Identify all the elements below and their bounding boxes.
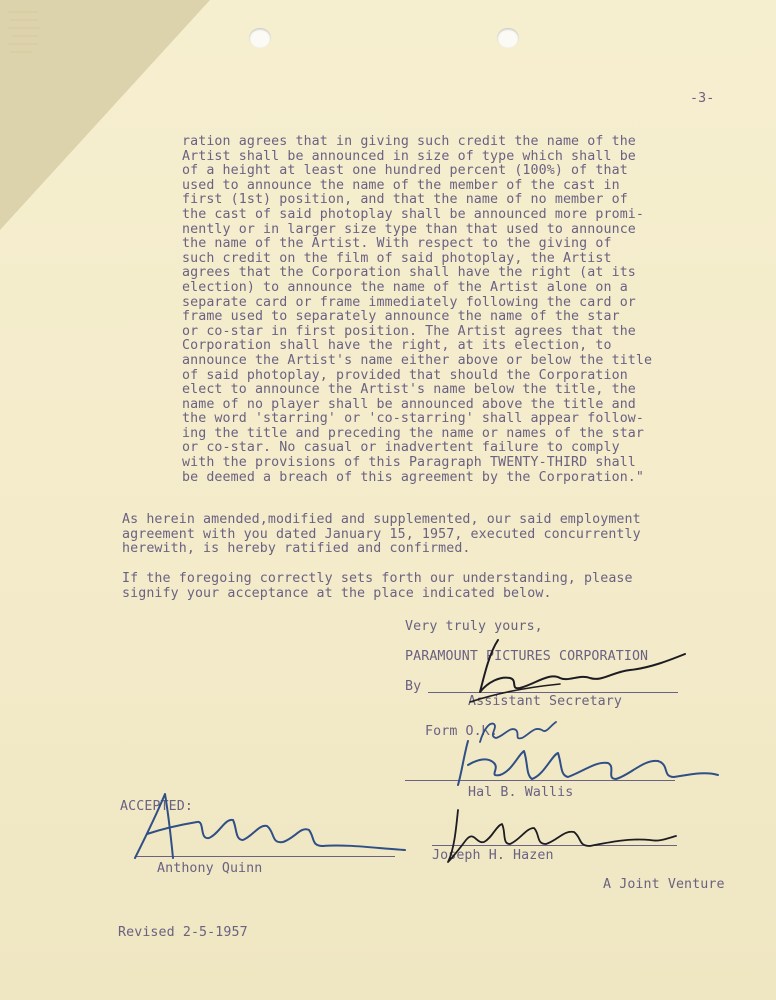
punch-hole-right	[497, 28, 519, 48]
body-line: name of no player shall be announced above the title and	[182, 396, 636, 412]
faint-marks	[4, 6, 44, 86]
body-line: Corporation shall have the right, at its election, to	[182, 338, 612, 354]
body-line: of a height at least one hundred percent (100%) of that	[182, 163, 628, 179]
signature-secretary	[440, 632, 700, 722]
paragraph-closing	[122, 572, 633, 601]
body-line: Artist shall be announced in size of type which shall be	[182, 148, 636, 164]
revised-date: Revised 2-5-1957	[118, 925, 248, 940]
body-line: election) to announce the name of the Artist alone on a	[182, 279, 628, 295]
amendment-line: herewith, is hereby ratified and confirmed.	[122, 541, 471, 557]
joint-venture: A Joint Venture	[603, 877, 725, 892]
body-line: or co-star in first position. The Artist agrees that the	[182, 323, 636, 339]
body-line: ing the title and preceding the name or names of the star	[182, 425, 645, 441]
quinn-name: Anthony Quinn	[157, 861, 263, 876]
body-line: used to announce the name of the member of the cast in	[182, 177, 620, 193]
by-label: By	[405, 679, 422, 694]
body-line: announce the Artist's name either above or below the title	[182, 352, 653, 368]
punch-hole-left	[249, 28, 271, 48]
body-line: frame used to separately announce the name of the star	[182, 309, 620, 325]
body-line: the name of the Artist. With respect to the giving of	[182, 236, 612, 252]
body-line: agrees that the Corporation shall have the right (at its	[182, 265, 636, 281]
body-line: the word 'starring' or 'co-starring' shall appear follow-	[182, 411, 645, 427]
body-line: nently or in larger size type than that used to announce	[182, 221, 636, 237]
by-title: Assistant Secretary	[468, 694, 623, 709]
body-line: first (1st) position, and that the name of no member of	[182, 192, 628, 208]
body-line: be deemed a breach of this agreement by the Corporation."	[182, 469, 645, 485]
body-line: the cast of said photoplay shall be announced more promi-	[182, 206, 645, 222]
closing-line: If the foregoing correctly sets forth our understanding, please	[122, 571, 633, 586]
signature-wallis	[448, 735, 728, 795]
amendment-line: agreement with you dated January 15, 1957, executed concurrently	[122, 526, 641, 542]
hazen-name: Joseph H. Hazen	[432, 848, 554, 863]
accepted-label: ACCEPTED:	[120, 799, 193, 814]
company-name: PARAMOUNT PICTURES CORPORATION	[405, 649, 649, 664]
corner-faint-text	[4, 6, 44, 90]
paragraph-amendment	[122, 513, 641, 557]
valediction: Very truly yours,	[405, 619, 543, 634]
page-number: -3-	[690, 91, 715, 106]
body-line: separate card or frame immediately following the card or	[182, 294, 636, 310]
body-line: with the provisions of this Paragraph TWENTY-THIRD shall	[182, 455, 636, 471]
amendment-line: As herein amended,modified and supplemented, our said employment	[122, 512, 641, 527]
signature-hazen	[440, 800, 680, 870]
form-ok-label: Form O.K.	[425, 724, 498, 739]
paragraph-body	[182, 135, 652, 485]
body-line: ration agrees that in giving such credit the name of the	[182, 134, 636, 149]
wallis-name: Hal B. Wallis	[468, 785, 574, 800]
closing-line: signify your acceptance at the place indicated below.	[122, 585, 552, 601]
body-line: such credit on the film of said photoplay, the Artist	[182, 250, 612, 266]
signature-quinn	[125, 778, 415, 868]
body-line: of said photoplay, provided that should the Corporation	[182, 367, 628, 383]
body-line: elect to announce the Artist's name below the title, the	[182, 382, 636, 398]
body-line: or co-star. No casual or inadvertent failure to comply	[182, 440, 620, 456]
